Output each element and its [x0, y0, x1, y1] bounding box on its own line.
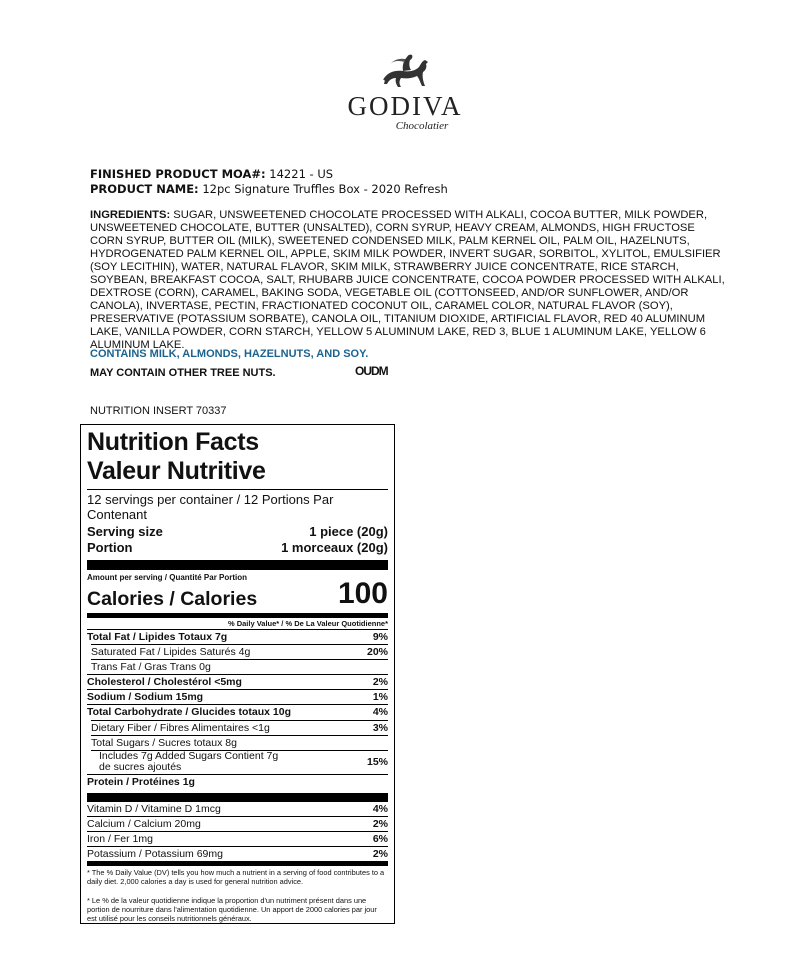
- vitamin-label: Iron / Fer 1mg: [87, 833, 153, 845]
- nutrition-insert-code: NUTRITION INSERT 70337: [90, 405, 227, 417]
- vitamin-row: [87, 832, 388, 846]
- vitamin-percent: 4%: [372, 803, 388, 815]
- thick-divider: [87, 560, 388, 570]
- portion-label: Portion: [87, 540, 133, 555]
- nutrient-percent: 9%: [372, 631, 388, 643]
- nutrient-label: Saturated Fat / Lipides Saturés 4g: [91, 646, 251, 658]
- footnote-en: * The % Daily Value (DV) tells you how much a nutrient in a serving of food contributes to a daily diet. 2,000 calories a day is used for general nutrition advice.: [87, 868, 385, 886]
- kosher-mark: OUDM: [355, 364, 388, 378]
- moa-line: [90, 167, 333, 181]
- nutrient-label: Includes 7g Added Sugars Contient 7g de sucres ajoutés: [99, 750, 279, 773]
- vitamin-row: [87, 847, 388, 861]
- medium-divider: [87, 613, 388, 618]
- serving-size-value: 1 piece (20g): [309, 524, 388, 539]
- nutrient-label: Total Sugars / Sucres totaux 8g: [91, 737, 237, 749]
- nutrient-label: Trans Fat / Gras Trans 0g: [91, 661, 211, 673]
- thick-divider-2: [87, 793, 388, 802]
- vitamin-label: Vitamin D / Vitamine D 1mcg: [87, 803, 221, 815]
- bottom-divider: [87, 861, 388, 866]
- product-name-line: [90, 182, 448, 196]
- vitamin-percent: 2%: [372, 848, 388, 860]
- nutrition-title-en: Nutrition Facts: [87, 428, 259, 456]
- product-name-label: PRODUCT NAME:: [90, 182, 199, 196]
- nutrient-label: Total Carbohydrate / Glucides totaux 10g: [87, 706, 292, 718]
- vitamin-row: [87, 802, 388, 816]
- daily-value-header: % Daily Value* / % De La Valeur Quotidienne*: [227, 619, 388, 628]
- vitamin-percent: 6%: [372, 833, 388, 845]
- nutrient-row: [87, 736, 388, 750]
- product-name-value: 12pc Signature Truffles Box - 2020 Refresh: [202, 182, 448, 196]
- nutrient-label: Cholesterol / Cholestérol <5mg: [87, 676, 242, 688]
- portion-row: [87, 540, 388, 556]
- calories-label: Calories / Calories: [87, 588, 258, 610]
- nutrition-facts-panel: [80, 424, 395, 924]
- nutrient-percent: 20%: [366, 646, 388, 658]
- nutrient-percent: 3%: [372, 722, 388, 734]
- nutrient-row: [87, 751, 388, 773]
- nutrient-label: Sodium / Sodium 15mg: [87, 691, 204, 703]
- nutrient-row: [87, 705, 388, 719]
- vitamin-percent: 2%: [372, 818, 388, 830]
- horse-rider-icon: [375, 50, 435, 92]
- calories-value: 100: [337, 577, 388, 610]
- godiva-logo: [340, 50, 470, 140]
- brand-name: GODIVA: [347, 91, 463, 121]
- moa-label: FINISHED PRODUCT MOA#:: [90, 167, 266, 181]
- nutrient-percent: 4%: [372, 706, 388, 718]
- nutrient-row: [87, 775, 388, 789]
- vitamin-label: Potassium / Potassium 69mg: [87, 848, 223, 860]
- calories-row: [87, 577, 388, 611]
- allergen-contains: CONTAINS MILK, ALMONDS, HAZELNUTS, AND SOY.: [90, 348, 369, 360]
- nutrient-percent: 15%: [366, 756, 388, 768]
- footnote-fr: * Le % de la valeur quotidienne indique la proportion d'un nutriment présent dans une portion de nourriture dans l'alimentation quotidienne. Un apport de 2000 calories par jour est utilisé pour les conseils nutritionnels généraux.: [87, 896, 377, 923]
- nutrient-label: Total Fat / Lipides Totaux 7g: [87, 631, 228, 643]
- ingredients-text: SUGAR, UNSWEETENED CHOCOLATE PROCESSED WITH ALKALI, COCOA BUTTER, MILK POWDER, UNSWEETENED CHOCOLATE, BUTTER (UNSALTED), CORN SYRUP, HEAVY CREAM, ALMONDS, HIGH FRUCTOSE CORN SYRUP, BUTTER OIL (MILK), SWEETENED CONDENSED MILK, PALM KERNEL OIL, PALM OIL, HAZELNUTS, HYDROGENATED PALM KERNEL OIL, APPLE, SKIM MILK POWDER, INVERT SUGAR, SORBITOL, XYLITOL, EMULSIFIER (SOY LECITHIN), WATER, NATURAL FLAVOR, SKIM MILK, STRAWBERRY JUICE CONCENTRATE, RICE STARCH, SOYBEAN, BREAKFAST COCOA, SALT, RHUBARB JUICE CONCENTRATE, COCOA POWDER PROCESSED WITH ALKALI, DEXTROSE (CORN), CARAMEL, BAKING SODA, VEGETABLE OIL (COTTONSEED, AND/OR SUNFLOWER, AND/OR CANOLA), INVERTASE, PECTIN, FRACTIONATED COCONUT OIL, CARAMEL COLOR, NATURAL FLAVOR (SOY), PRESERVATIVE (POTASSIUM SORBATE), CANOLA OIL, TITANIUM DIOXIDE, ARTIFICIAL FLAVOR, RED 40 ALUMINUM LAKE, VANILLA POWDER, CORN STARCH, YELLOW 5 ALUMINUM LAKE, RED 3, BLUE 1 ALUMINUM LAKE, YELLOW 6 ALUMINUM LAKE.: [90, 209, 725, 351]
- ingredients-block: [90, 209, 730, 352]
- ingredients-label: INGREDIENTS:: [90, 209, 171, 221]
- nutrient-row: [87, 630, 388, 644]
- nutrient-percent: 1%: [372, 691, 388, 703]
- brand-subtitle: Chocolatier: [395, 120, 449, 132]
- moa-value: 14221 - US: [269, 167, 334, 181]
- vitamin-label: Calcium / Calcium 20mg: [87, 818, 201, 830]
- nutrient-row: [87, 660, 388, 674]
- serving-size-label: Serving size: [87, 524, 163, 539]
- serving-size-row: [87, 524, 388, 540]
- nutrient-percent: 2%: [372, 676, 388, 688]
- allergen-may-contain: MAY CONTAIN OTHER TREE NUTS.: [90, 367, 276, 379]
- nutrient-row: [87, 645, 388, 659]
- nutrient-row: [87, 675, 388, 689]
- nutrient-row: [87, 721, 388, 735]
- amount-per-serving: Amount per serving / Quantité Par Portion: [87, 573, 248, 582]
- nutrient-label: Dietary Fiber / Fibres Alimentaires <1g: [91, 722, 270, 734]
- nutrient-label: Protein / Protéines 1g: [87, 776, 195, 788]
- nutrition-title-fr: Valeur Nutritive: [87, 457, 266, 485]
- vitamin-row: [87, 817, 388, 831]
- servings-per-container: 12 servings per container / 12 Portions Par Contenant: [87, 492, 334, 522]
- portion-value: 1 morceaux (20g): [281, 540, 388, 555]
- nutrient-row: [87, 690, 388, 704]
